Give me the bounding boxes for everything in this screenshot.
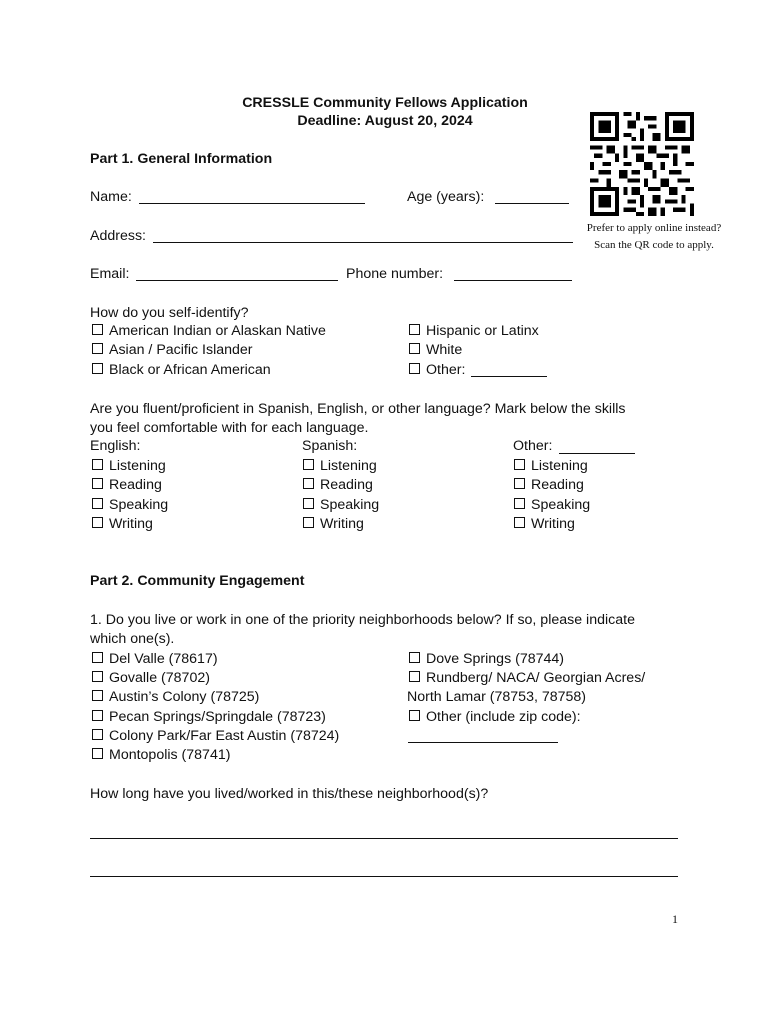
- skill-option[interactable]: Writing: [92, 515, 153, 534]
- checkbox[interactable]: [92, 748, 103, 759]
- checkbox[interactable]: [514, 459, 525, 470]
- email-label: Email:: [90, 266, 130, 282]
- identity-option[interactable]: Hispanic or Latinx: [409, 322, 539, 341]
- checkbox[interactable]: [409, 710, 420, 721]
- neighborhood-option[interactable]: Austin’s Colony (78725): [92, 688, 259, 707]
- neighborhood-option[interactable]: Other (include zip code):: [409, 708, 581, 727]
- zip-code-field[interactable]: [408, 742, 558, 743]
- checkbox[interactable]: [92, 652, 103, 663]
- neighborhood-option[interactable]: Montopolis (78741): [92, 746, 230, 765]
- qr-note-line-2: Scan the QR code to apply.: [594, 239, 714, 251]
- language-question-line-1: Are you fluent/proficient in Spanish, English, or other language? Mark below the skills: [90, 401, 626, 417]
- skill-option[interactable]: Writing: [303, 515, 364, 534]
- neighborhood-option-continued: North Lamar (78753, 78758): [407, 689, 587, 705]
- checkbox[interactable]: [303, 498, 314, 509]
- identity-option[interactable]: American Indian or Alaskan Native: [92, 322, 326, 341]
- checkbox[interactable]: [409, 324, 420, 335]
- neighborhood-option[interactable]: Pecan Springs/Springdale (78723): [92, 708, 326, 727]
- neighborhood-option[interactable]: Colony Park/Far East Austin (78724): [92, 727, 339, 746]
- neighborhood-option[interactable]: Govalle (78702): [92, 669, 210, 688]
- qr-code-image[interactable]: [590, 112, 694, 216]
- skill-option[interactable]: Speaking: [92, 496, 168, 515]
- identify-question: How do you self-identify?: [90, 305, 249, 321]
- skill-option[interactable]: Listening: [92, 457, 166, 476]
- checkbox[interactable]: [409, 363, 420, 374]
- checkbox[interactable]: [92, 729, 103, 740]
- neighborhood-option[interactable]: Del Valle (78617): [92, 650, 218, 669]
- identity-option[interactable]: Asian / Pacific Islander: [92, 341, 253, 360]
- checkbox[interactable]: [92, 671, 103, 682]
- language-english-label: English:: [90, 438, 141, 454]
- how-long-question: How long have you lived/worked in this/these neighborhood(s)?: [90, 786, 489, 802]
- checkbox[interactable]: [92, 478, 103, 489]
- q1-line-1: 1. Do you live or work in one of the priority neighborhoods below? If so, please indicate: [90, 612, 635, 628]
- address-field[interactable]: [153, 242, 573, 243]
- neighborhood-option[interactable]: Rundberg/ NACA/ Georgian Acres/: [409, 669, 645, 688]
- identity-other-field[interactable]: [471, 376, 547, 377]
- deadline: Deadline: August 20, 2024: [297, 113, 473, 129]
- email-field[interactable]: [136, 280, 338, 281]
- checkbox[interactable]: [92, 459, 103, 470]
- checkbox[interactable]: [303, 459, 314, 470]
- identity-option[interactable]: Black or African American: [92, 361, 271, 380]
- skill-option[interactable]: Reading: [92, 476, 162, 495]
- age-label: Age (years):: [407, 189, 485, 205]
- language-question-line-2: you feel comfortable with for each language.: [90, 420, 369, 436]
- checkbox[interactable]: [92, 363, 103, 374]
- phone-field[interactable]: [454, 280, 572, 281]
- language-other-label: Other:: [513, 438, 553, 454]
- page-number: 1: [672, 912, 678, 926]
- skill-option[interactable]: Writing: [514, 515, 575, 534]
- skill-option[interactable]: Reading: [303, 476, 373, 495]
- checkbox[interactable]: [303, 478, 314, 489]
- checkbox[interactable]: [92, 343, 103, 354]
- answer-line-2[interactable]: [90, 876, 678, 877]
- skill-option[interactable]: Reading: [514, 476, 584, 495]
- identity-option[interactable]: Other:: [409, 361, 465, 380]
- checkbox[interactable]: [92, 498, 103, 509]
- checkbox[interactable]: [514, 478, 525, 489]
- checkbox[interactable]: [92, 517, 103, 528]
- phone-label: Phone number:: [346, 266, 444, 282]
- answer-line-1[interactable]: [90, 838, 678, 839]
- age-field[interactable]: [495, 203, 569, 204]
- skill-option[interactable]: Listening: [303, 457, 377, 476]
- part1-heading: Part 1. General Information: [90, 151, 273, 167]
- checkbox[interactable]: [409, 671, 420, 682]
- language-other-field[interactable]: [559, 453, 635, 454]
- skill-option[interactable]: Speaking: [514, 496, 590, 515]
- checkbox[interactable]: [303, 517, 314, 528]
- name-label: Name:: [90, 189, 132, 205]
- address-label: Address:: [90, 228, 146, 244]
- part2-heading: Part 2. Community Engagement: [90, 573, 305, 589]
- identity-option[interactable]: White: [409, 341, 462, 360]
- checkbox[interactable]: [409, 343, 420, 354]
- checkbox[interactable]: [514, 498, 525, 509]
- checkbox[interactable]: [409, 652, 420, 663]
- checkbox[interactable]: [514, 517, 525, 528]
- skill-option[interactable]: Speaking: [303, 496, 379, 515]
- checkbox[interactable]: [92, 690, 103, 701]
- q1-line-2: which one(s).: [90, 631, 175, 647]
- neighborhood-option[interactable]: Dove Springs (78744): [409, 650, 564, 669]
- checkbox[interactable]: [92, 324, 103, 335]
- name-field[interactable]: [139, 203, 365, 204]
- skill-option[interactable]: Listening: [514, 457, 588, 476]
- language-spanish-label: Spanish:: [302, 438, 358, 454]
- form-title: CRESSLE Community Fellows Application: [242, 95, 528, 111]
- qr-note-line-1: Prefer to apply online instead?: [586, 222, 722, 234]
- checkbox[interactable]: [92, 710, 103, 721]
